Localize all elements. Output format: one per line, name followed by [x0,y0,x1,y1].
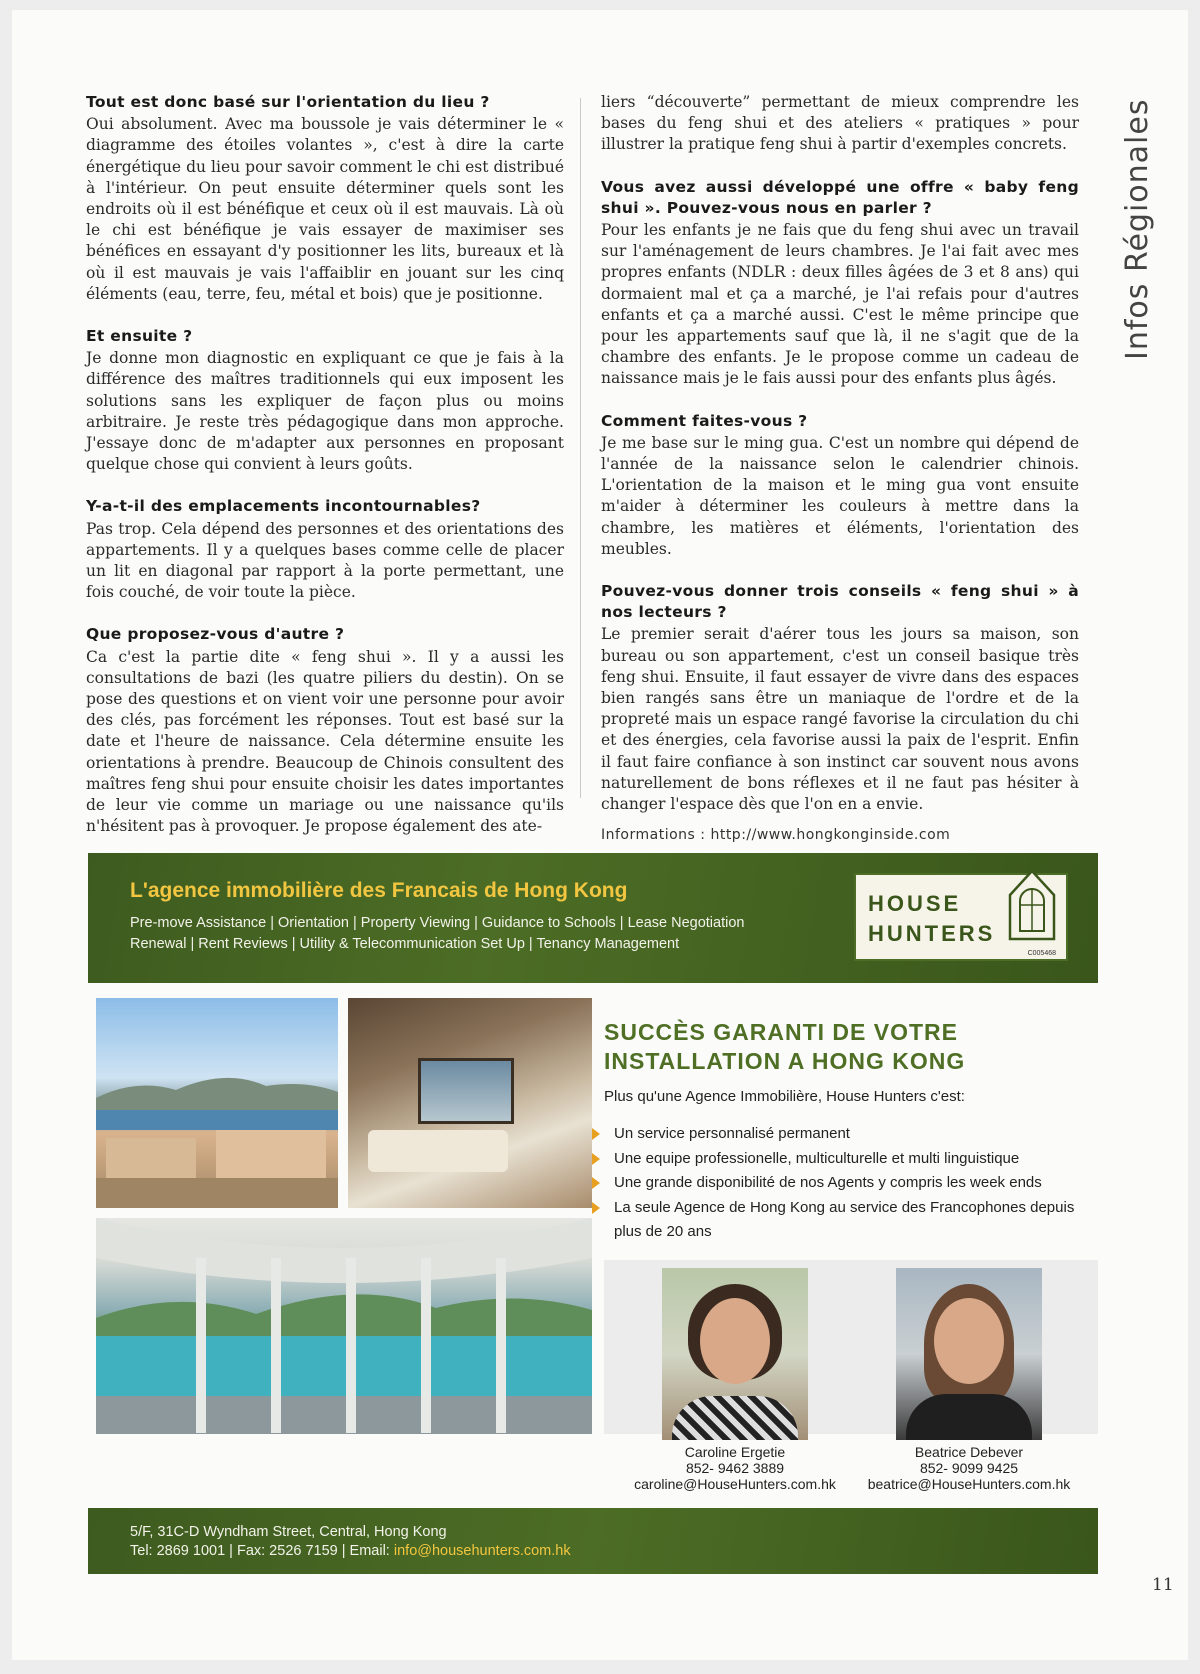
agent-name: Beatrice Debever [914,1444,1024,1460]
answer-text: Pas trop. Cela dépend des personnes et des orientations des appartements. Il y a quelques bases comme celle de placer un lit en diagonal par rapport à la porte permettant, une fois couché, de voir toute la pièce. [86,519,564,602]
answer-text: Je me base sur le ming gua. C'est un nombre qui dépend de l'année de la naissance selon le calendrier chinois. L'orientation de la maison et le ming gua vont ensuite m'aider à déterminer les couleurs à mettre dans la chambre, les matières et éléments, l'orientation des meubles. [601,433,1079,558]
agent-photo [896,1268,1042,1440]
agent-card [620,1444,850,1492]
logo-wordmark [868,889,995,949]
question-heading: Tout est donc basé sur l'orientation du lieu ? [86,93,490,111]
question-heading: Et ensuite ? [86,327,193,346]
window-frame [346,1258,356,1433]
magazine-page [12,10,1188,1660]
benefit-list [590,1122,1090,1245]
logo-code: C005468 [1027,950,1056,957]
sea-view-photo [96,1218,592,1434]
info-link[interactable]: Informations : http://www.hongkonginside.com [601,827,951,844]
headline-line: SUCCÈS GARANTI DE VOTRE [604,1019,958,1045]
benefit-item: Une grande disponibilité de nos Agents y compris les week ends [590,1171,1090,1196]
living-room-photo [348,998,592,1208]
agent-phone: 852- 9462 3889 [685,1460,785,1476]
page-number: 11 [1152,1575,1174,1595]
question-heading: Comment faites-vous ? [601,411,808,430]
question-heading: Vous avez aussi développé une offre « baby feng shui ». Pouvez-vous nous en parler ? [601,177,1079,217]
ad-services [130,913,800,955]
agency-phone-line [130,1542,571,1561]
article-right-column [601,92,1079,847]
benefit-item: Une equipe professionelle, multiculturelle et multi linguistique [590,1147,1090,1172]
room-window [418,1058,514,1124]
answer-text: Le premier serait d'aérer tous les jours sa maison, son bureau ou son appartement, c'est un conseil basique très feng shui. Ensuite, il faut essayer de vivre dans des espaces bien rangés sans être un maniaque de l'ordre et de la propreté mais un espace rangé favorise la circulation du chi et des énergies, cela favorise aussi la paix de l'esprit. Enfin il faut faire confiance à son instinct car souvent nous avons naturellement de bons réflexes et il ne faut pas hésiter à changer l'espace dès que l'on en a envie. [601,625,1079,814]
sea-view-scene [96,1218,592,1434]
agent-email[interactable]: caroline@HouseHunters.com.hk [634,1476,836,1492]
services-line: Renewal | Rent Reviews | Utility & Telecommunication Set Up | Tenancy Management [130,936,680,952]
benefit-item: La seule Agence de Hong Kong au service des Francophones depuis plus de 20 ans [590,1196,1090,1245]
window-frame [496,1258,506,1433]
ad-header-banner [88,853,1098,983]
column-divider [580,98,581,798]
logo-line: HOUSE [868,891,962,916]
benefit-item: Un service personnalisé permanent [590,1122,1090,1147]
answer-text: Oui absolument. Avec ma boussole je vais déterminer le « diagramme des étoiles volantes », c'est à dire la carte énergétique du lieu pour savoir comment le chi est distribué à l'intérieur. On peut ensuite déterminer quels sont les endroits où il est bénéfique et ceux où il est mauvais. Là où le chi est bénéfique je vais essayer de maximiser ses bénéfices en essayant d'y positionner les lits, bureaux et là où il est mauvais je vais l'affaiblir en jouant sur les cinq éléments (eau, terre, feu, métal et bois) que je positionne. [86,115,564,303]
agent-email[interactable]: beatrice@HouseHunters.com.hk [867,1476,1071,1492]
services-line: Pre-move Assistance | Orientation | Property Viewing | Guidance to Schools | Lease Negotiation [130,915,745,931]
agent-card [854,1444,1084,1492]
ad-headline [604,1018,965,1076]
agency-address: 5/F, 31C-D Wyndham Street, Central, Hong Kong [130,1524,447,1540]
window-frame [196,1258,206,1433]
window-frame [421,1258,431,1433]
question-heading: Que proposez-vous d'autre ? [86,625,345,644]
agent-clothing [672,1396,798,1440]
coast-photo [96,998,338,1208]
section-title-vertical: Infos Régionales [1120,98,1155,360]
ad-title: L'agence immobilière des Francais de Hong Kong [130,879,628,902]
agent-clothing [906,1394,1032,1440]
question-heading: Pouvez-vous donner trois conseils « feng shui » à nos lecteurs ? [601,582,1079,622]
agency-email[interactable]: info@househunters.com.hk [393,1543,571,1559]
coast-scene [96,998,338,1208]
ad-footer-banner [88,1508,1098,1574]
answer-text: Pour les enfants je ne fais que du feng shui avec un travail sur l'aménagement de leurs chambres. Je l'ai fait avec mes propres enfants (NDLR : deux filles âgées de 3 et 8 ans) qui dormaient mal et ça a marché, je l'ai refais pour d'autres enfants et ça a marché aussi. C'est le même principe que pour les appartements sauf que là, il ne s'agit que de la chambre des enfants. Je le propose comme un cadeau de naissance mais je le fais aussi pour des enfants plus âgés. [601,221,1079,388]
answer-text: Ca c'est la partie dite « feng shui ». Il y a aussi les consultations de bazi (les quatre piliers du destin). On se pose des questions et on vient voir une personne pour avoir des clés, pas forcément les réponses. Tout est basé sur la date et l'heure de naissance. Cela détermine ensuite les orientations à prendre. Beaucoup de Chinois consultent des maîtres feng shui pour ensuite choisir les dates importantes de leur vie comme un mariage ou une naissance qu'ils n'hésitent pas à provoquer. Je propose également des ate- [86,647,564,836]
question-heading: Y-a-t-il des emplacements incontournables? [86,497,481,516]
house-hunters-logo [854,873,1068,961]
house-icon [1006,861,1058,941]
agent-photo [662,1268,808,1440]
agent-face [700,1298,770,1384]
agent-face [934,1298,1004,1384]
article-left-column [86,92,564,859]
agent-phone: 852- 9099 9425 [919,1460,1019,1476]
headline-line: INSTALLATION A HONG KONG [604,1048,966,1074]
ad-intro: Plus qu'une Agence Immobilière, House Hunters c'est: [604,1088,965,1105]
answer-text: Je donne mon diagnostic en expliquant ce que je fais à la différence des maîtres traditionnels qui eux imposent les solutions sans les expliquer de façon plus ou moins arbitraire. Je reste très pédagogique dans mon approche. J'essaye donc de m'adapter aux personnes en proposant quelque chose qui convient à leurs goûts. [86,349,564,474]
logo-line: HUNTERS [868,921,996,946]
contact-prefix: Tel: 2869 1001 | Fax: 2526 7159 | Email: [130,1543,394,1559]
room-sofa [368,1130,508,1172]
answer-continuation: liers “découverte” permettant de mieux comprendre les bases du feng shui et des ateliers « pratiques » pour illustrer la pratique feng shui à partir d'exemples concrets. [601,93,1079,154]
window-frame [271,1258,281,1433]
agency-contact [130,1523,571,1561]
agent-name: Caroline Ergetie [684,1444,786,1460]
